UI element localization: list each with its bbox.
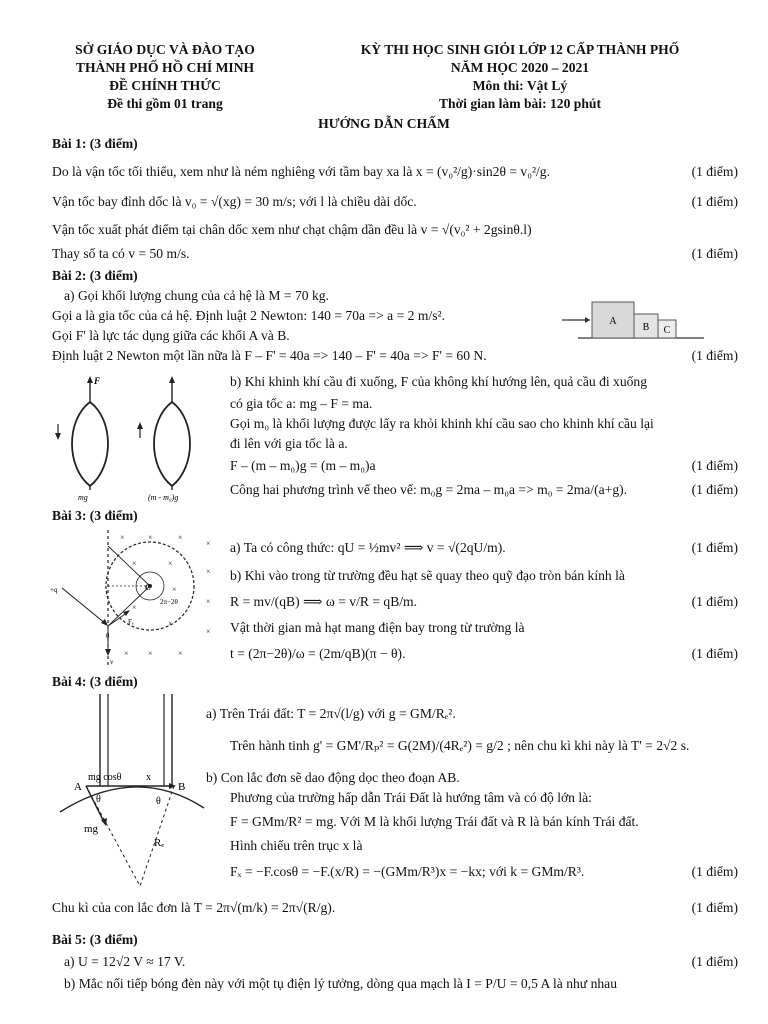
bai5-a: a) U = 12√2 V ≈ 17 V. — [64, 954, 186, 969]
bai2-b1: b) Khi khinh khí cầu đi xuống, F của không khí hướng lên, quả cầu đi xuống — [230, 374, 648, 389]
bai3-heading: Bài 3: (3 điểm) — [52, 508, 138, 523]
bai2-b6-points: (1 điểm) — [691, 482, 738, 497]
bai4-a2: Trên hành tinh g' = GM'/Rₚ² = G(2M)/(4Rₑ²) = g/2 ; nên chu kì khi này là T' = 2√2 s. — [230, 738, 690, 753]
angle-label: 2π−2θ — [160, 598, 178, 606]
svg-text:×: × — [148, 649, 153, 658]
bai5-heading: Bài 5: (3 điểm) — [52, 932, 138, 947]
block-b-label: B — [642, 322, 650, 333]
bai3-b3: Vật thời gian mà hạt mang điện bay trong từ trường là — [230, 620, 525, 635]
point-a-label: A — [74, 781, 82, 793]
force-label: Fₑ — [128, 618, 134, 626]
page-title: HƯỚNG DẪN CHẤM — [318, 116, 450, 131]
theta-a-label: θ — [96, 794, 101, 805]
bai5-a-points: (1 điểm) — [691, 954, 738, 969]
bai1-l2-text: Vận tốc bay đỉnh dốc là v₀ = √(xg) = 30 m/s; với l là chiều dài dốc. — [52, 194, 417, 209]
bai2-a3: Gọi F' là lực tác dụng giữa các khối A và B. — [52, 328, 290, 343]
pendulum-figure — [56, 694, 206, 888]
magnetic-field-figure — [48, 526, 228, 670]
bai2-heading: Bài 2: (3 điểm) — [52, 268, 138, 283]
bai2-b6: Công hai phương trình vế theo vế: m₀g = 2ma – m₀a => m₀ = 2ma/(a+g). — [230, 482, 628, 497]
charge-label: +q — [50, 586, 58, 594]
bai1-l3-text: Vận tốc xuất phát điểm tại chân dốc xem như chạt chậm dần đều là v = √(v₀² + 2gsinθ.l) — [52, 222, 532, 237]
mg-label: mg — [84, 823, 99, 835]
bai4-b1: b) Con lắc đơn sẽ dao động dọc theo đoạn AB. — [206, 770, 460, 785]
bai1-line-4 — [52, 246, 738, 266]
bai1-l1-text: Do là vận tốc tối thiểu, xem như là ném nghiêng với tầm bay xa là x = (v₀²/g)·sin2θ = v₀²/g. — [52, 164, 550, 179]
re-label: Rₑ — [154, 837, 165, 849]
header-right-3: Môn thi: Vật Lý — [472, 78, 568, 93]
header-right-2: NĂM HỌC 2020 – 2021 — [450, 60, 590, 75]
bai4-b5-points: (1 điểm) — [691, 864, 738, 879]
svg-text:×: × — [168, 559, 173, 568]
svg-text:×: × — [206, 567, 211, 576]
bai2-line-a4 — [52, 348, 738, 368]
bai2-b5-points: (1 điểm) — [691, 458, 738, 473]
theta-b-label: θ — [156, 796, 161, 807]
bai2-a2: Gọi a là gia tốc của cả hệ. Định luật 2 Newton: 140 = 70a => a = 2 m/s². — [52, 308, 445, 323]
bai4-b3: F = GMm/R² = mg. Với M là khối lượng Trái đất và R là bán kính Trái đất. — [230, 814, 639, 829]
mgcos-label: mg cosθ — [88, 772, 122, 783]
point-b-label: B — [178, 781, 186, 793]
bai4-b5: Fₓ = −F.cosθ = −F.(x/R) = −(GMm/R³)x = −kx; với k = GMm/R³. — [230, 864, 585, 879]
x-label: x — [146, 772, 151, 783]
bai3-b2: R = mv/(qB) ⟹ ω = v/R = qB/m. — [230, 594, 418, 609]
bai1-line-3 — [52, 222, 738, 242]
svg-text:×: × — [206, 539, 211, 548]
bai3-b1: b) Khi vào trong từ trường đều hạt sẽ quay theo quỹ đạo tròn bán kính là — [230, 568, 625, 583]
bai2-a4-text: Định luật 2 Newton một lần nữa là F – F' = 40a => 140 – F' = 40a => F' = 60 N. — [52, 348, 487, 363]
svg-text:×: × — [172, 585, 177, 594]
svg-text:×: × — [132, 559, 137, 568]
svg-text:×: × — [206, 627, 211, 636]
bai3-b4: t = (2π−2θ)/ω = (2m/qB)(π − θ). — [230, 646, 406, 661]
velocity-label: v — [110, 658, 114, 666]
bai2-b3: Gọi m₀ là khối lượng được lấy ra khỏi khinh khí cầu sao cho khinh khí cầu lại — [230, 416, 654, 431]
balloon2-mg-label: (m - m₀)g — [148, 493, 179, 502]
blocks-figure — [558, 294, 708, 344]
bai1-l1-points: (1 điểm) — [691, 164, 738, 179]
svg-text:×: × — [206, 597, 211, 606]
bai4-b2: Phương của trường hấp dẫn Trái Đất là hướng tâm và có độ lớn là: — [230, 790, 592, 805]
svg-text:×: × — [178, 649, 183, 658]
header-right-4: Thời gian làm bài: 120 phút — [438, 96, 601, 111]
center-c-label: C — [145, 583, 151, 592]
bai4-heading: Bài 4: (3 điểm) — [52, 674, 138, 689]
bai2-a1: a) Gọi khối lượng chung của cả hệ là M = 70 kg. — [64, 288, 329, 303]
bai1-l4-points: (1 điểm) — [691, 246, 738, 261]
svg-text:×: × — [168, 619, 173, 628]
bai1-line-2 — [52, 194, 738, 214]
svg-text:×: × — [148, 533, 153, 542]
bai1-heading: Bài 1: (3 điểm) — [52, 136, 138, 151]
bai2-b2: có gia tốc a: mg – F = ma. — [230, 396, 373, 411]
bai4-c: Chu kì của con lắc đơn là T = 2π√(m/k) = 2π√(R/g). — [52, 900, 336, 915]
svg-text:×: × — [178, 533, 183, 542]
bai4-c-points: (1 điểm) — [691, 900, 738, 915]
header-left-3: ĐỀ CHÍNH THỨC — [109, 78, 221, 93]
bai5-b: b) Mắc nối tiếp bóng đèn này với một tụ điện lý tưởng, dòng qua mạch là I = P/U = 0,5 A là như nhau — [64, 976, 618, 991]
bai2-b4: đi lên với gia tốc là a. — [230, 436, 348, 451]
header-left-4: Đề thi gồm 01 trang — [107, 96, 223, 111]
bai3-a-points: (1 điểm) — [691, 540, 738, 555]
block-c-label: C — [663, 325, 671, 336]
bai1-l2-points: (1 điểm) — [691, 194, 738, 209]
bai3-a: a) Ta có công thức: qU = ½mv² ⟹ v = √(2qU/m). — [230, 540, 506, 555]
bai2-b5: F – (m – m₀)g = (m – m₀)a — [230, 458, 376, 473]
theta-label: θ — [106, 632, 110, 640]
bai3-b4-points: (1 điểm) — [691, 646, 738, 661]
balloon1-mg-label: mg — [78, 493, 88, 502]
svg-text:×: × — [124, 649, 129, 658]
header-left-1: SỞ GIÁO DỤC VÀ ĐÀO TẠO — [75, 42, 255, 57]
balloon1-f-label: F — [94, 376, 101, 386]
svg-text:×: × — [132, 603, 137, 612]
balloons-figure — [48, 372, 228, 504]
header-left-2: THÀNH PHỐ HỒ CHÍ MINH — [75, 60, 255, 75]
header-right-1: KỲ THI HỌC SINH GIỎI LỚP 12 CẤP THÀNH PHỐ — [360, 42, 680, 57]
bai2-a4-points: (1 điểm) — [691, 348, 738, 363]
bai4-b4: Hình chiếu trên trục x là — [230, 838, 363, 853]
svg-text:×: × — [120, 533, 125, 542]
block-a-label: A — [609, 316, 617, 327]
bai1-l4-text: Thay số ta có v = 50 m/s. — [52, 246, 190, 261]
bai1-line-1 — [52, 164, 738, 184]
bai4-a1: a) Trên Trái đất: T = 2π√(l/g) với g = GM/Rₑ². — [206, 706, 456, 721]
bai3-b2-points: (1 điểm) — [691, 594, 738, 609]
